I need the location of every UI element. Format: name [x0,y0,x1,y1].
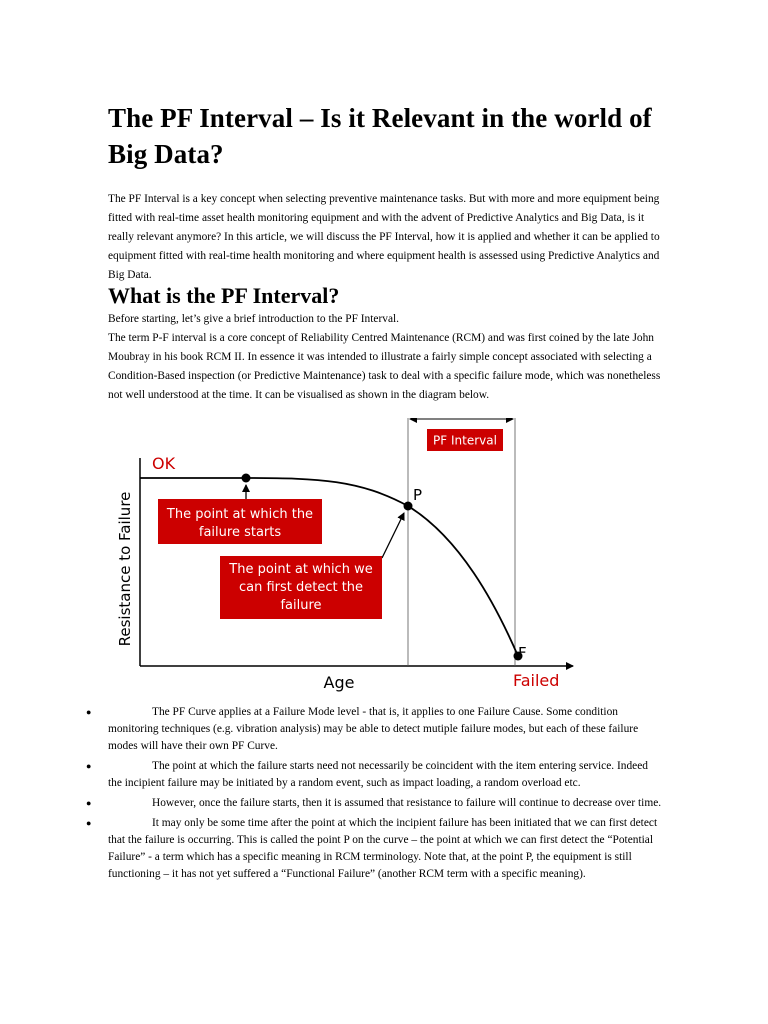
section-heading: What is the PF Interval? [108,283,340,308]
detect-line3: failure [280,598,322,613]
failure-start-line2: failure starts [198,525,282,540]
pf-curve-diagram [110,418,590,698]
list-item [86,704,664,755]
paragraph-intro-pf: Before starting, let’s give a brief introduction to the PF Interval. [108,313,400,325]
bullet-icon: ● [86,818,92,828]
pf-interval-label: PF Interval [433,433,497,448]
failure-start-line1: The point at which the [166,507,314,522]
detect-line2: can first detect the [238,580,364,595]
list-item-text: The point at which the failure starts need not necessarily be coincident with the item entering service. Indeed the incipient failure may be initiated by a random event, such as impact loading, a random overload etc. [108,760,648,789]
page-title: The PF Interval – Is it Relevant in the world of Big Data? [108,103,652,169]
detect-line1: The point at which we [229,562,373,577]
list-item-text: It may only be some time after the point at which the incipient failure has been initiated that we can first detect that the failure is occurring. This is called the point P on the curve – the point at which we can first detect the “Potential Failure” - a term which has a specific meaning in RCM terminology. Note that, at the point P, the equipment is still functioning – it has not yet suffered a “Functional Failure” (another RCM term with a specific meaning). [108,817,658,880]
bullet-list [86,704,664,886]
f-label: F [518,644,527,662]
p-label: P [413,486,423,504]
paragraph-pf-term: The term P-F interval is a core concept of Reliability Centred Maintenance (RCM) and was first coined by the late John Moubray in his book RCM II. In essence it was intended to illustrate a fairly simple concept associated with selecting a Condition-Based inspection (or Predictive Maintenance) task to deal with a specific failure mode, which was nonetheless not well understood at the time. It can be visualised as shown in the diagram below. [108,332,661,401]
detect-arrow [382,513,404,558]
failed-label: Failed [513,671,560,690]
intro-paragraph: The PF Interval is a key concept when selecting preventive maintenance tasks. But with more and more equipment being fitted with real-time asset health monitoring equipment and with the advent of Predictive Analytics and Big Data, is it really relevant anymore? In this article, we will discuss the PF Interval, how it is applied and whether it can be applied to equipment fitted with real-time health monitoring and where equipment health is assessed using Predictive Analytics and Big Data. [108,193,660,281]
bullet-icon: ● [86,761,92,771]
failure-start-point [242,474,251,483]
y-axis-label: Resistance to Failure [116,491,134,647]
section-body [108,310,664,405]
list-item-text: However, once the failure starts, then it is assumed that resistance to failure will continue to decrease over time. [152,797,662,809]
list-item [86,758,664,792]
ok-label: OK [152,454,176,473]
point-p [404,502,413,511]
list-item [86,795,664,812]
bullet-icon: ● [86,798,92,808]
bullet-icon: ● [86,707,92,717]
x-axis-label: Age [323,673,355,692]
list-item [86,815,664,883]
list-item-text: The PF Curve applies at a Failure Mode level - that is, it applies to one Failure Cause. Some condition monitoring techniques (e.g. vibration analysis) may be able to detect mutiple failure modes, but each of these failure modes will have their own PF Curve. [108,706,639,752]
